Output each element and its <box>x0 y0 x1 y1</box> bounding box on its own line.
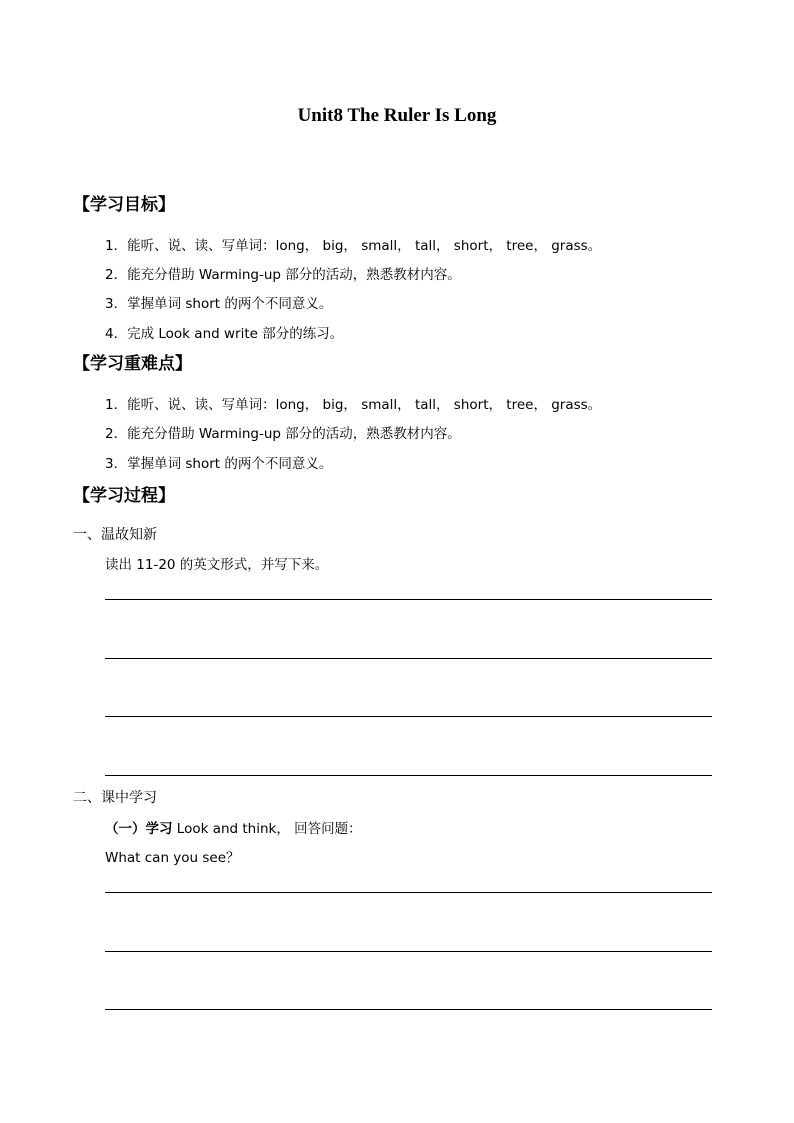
objective-item-1: 1．能听、说、读、写单词：long， big， small， tall， short， tree， grass。 <box>105 238 602 254</box>
objective-item-4: 4．完成 Look and write 部分的练习。 <box>105 326 344 342</box>
part1-instruction: 读出 11-20 的英文形式，并写下来。 <box>105 557 329 573</box>
answer-line-1[interactable] <box>105 599 712 600</box>
answer-line-4[interactable] <box>105 775 712 776</box>
part2-subheading <box>105 817 362 837</box>
process-heading: 【学习过程】 <box>73 486 175 506</box>
key-point-item-2: 2．能充分借助 Warming-up 部分的活动，熟悉教材内容。 <box>105 426 461 442</box>
key-points-heading: 【学习重难点】 <box>73 354 192 374</box>
answer-line-7[interactable] <box>105 1009 712 1010</box>
page-title: Unit8 The Ruler Is Long <box>297 105 497 126</box>
answer-line-3[interactable] <box>105 716 712 717</box>
part2-sub-rest: Look and think， 回答问题： <box>172 821 362 837</box>
part2-question: What can you see？ <box>105 850 240 866</box>
answer-line-5[interactable] <box>105 892 712 893</box>
key-point-item-1: 1．能听、说、读、写单词：long， big， small， tall， short， tree， grass。 <box>105 397 602 413</box>
key-point-item-3: 3．掌握单词 short 的两个不同意义。 <box>105 456 333 472</box>
answer-line-6[interactable] <box>105 951 712 952</box>
part2-title: 二、课中学习 <box>73 790 157 806</box>
objectives-heading: 【学习目标】 <box>73 195 175 215</box>
part2-sub-bold: （一）学习 <box>105 821 173 837</box>
objective-item-2: 2．能充分借助 Warming-up 部分的活动，熟悉教材内容。 <box>105 267 461 283</box>
answer-line-2[interactable] <box>105 658 712 659</box>
objective-item-3: 3．掌握单词 short 的两个不同意义。 <box>105 296 333 312</box>
part1-title: 一、温故知新 <box>73 527 157 543</box>
